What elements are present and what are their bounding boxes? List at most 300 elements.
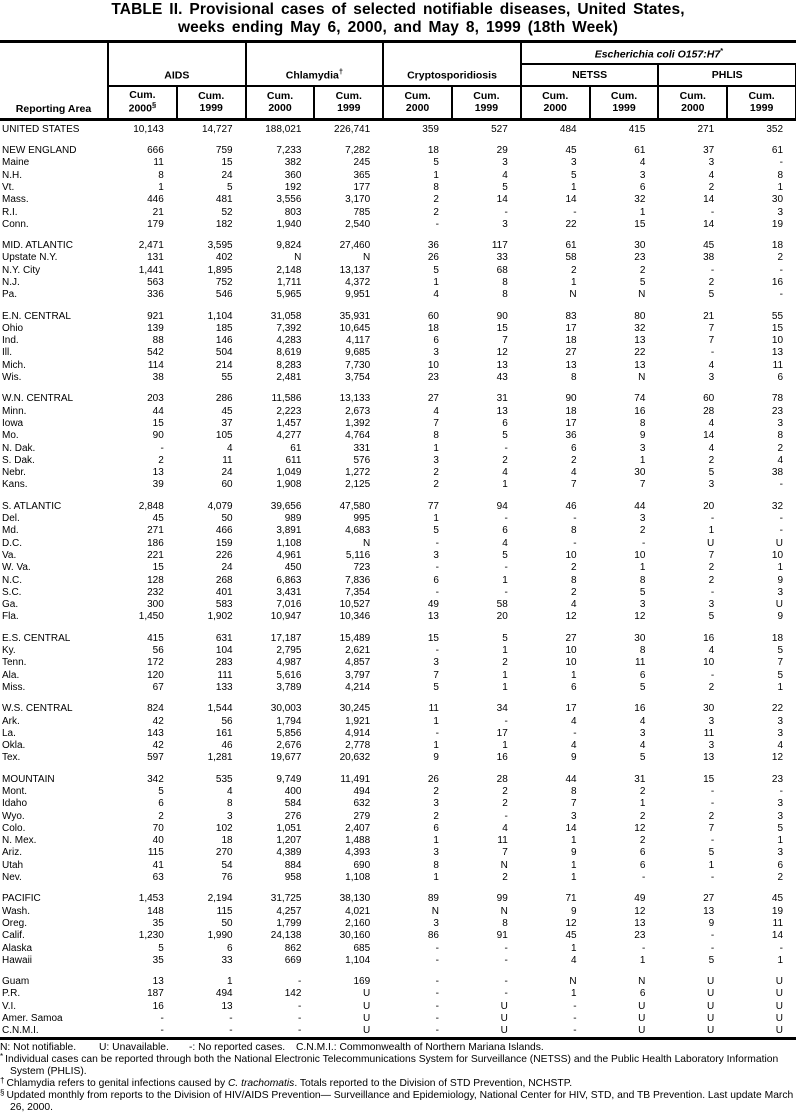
cell-value: - [435,645,439,657]
cell-value: 15 [634,218,646,230]
cell-value: 4,683 [345,525,371,537]
cell-value: 2,125 [345,479,371,491]
cell-value: 27 [565,347,577,359]
cell-value: U [775,1000,784,1012]
footnote-marker: * [720,45,724,55]
row-gap [0,135,796,144]
cell-value: 32 [634,322,646,334]
footnote [0,1090,796,1113]
cell-value: 2,778 [345,740,371,752]
cell-value: 1,104 [207,310,233,322]
cell-value: 12 [565,917,577,929]
table-row [0,430,796,442]
cell-value: 4 [639,715,646,727]
cell-value: 4,389 [276,847,302,859]
cell-value: 6 [433,822,439,834]
cell-value: 7 [433,669,439,681]
cell-value: 5 [502,430,508,442]
table-row [0,752,796,764]
table-row [0,954,796,966]
cell-value: 114 [147,359,164,371]
cell-value: 61 [634,145,646,157]
cell-value: 46 [221,740,233,752]
row-area-label: Wyo. [2,810,25,822]
row-area-label: Va. [2,549,17,561]
row-area-label: E.N. CENTRAL [2,310,71,322]
cell-value: 5,116 [345,549,371,561]
cell-value: 271 [147,525,164,537]
cell-value: - [229,1025,233,1037]
cell-value: 161 [215,727,233,739]
cell-value: 7,282 [345,145,371,157]
cell-value: 13,137 [339,264,371,276]
cell-value: - [710,930,715,942]
cell-value: 8 [502,277,508,288]
cell-value: 450 [284,562,302,574]
cell-value: 7,354 [345,586,371,598]
table-row [0,512,796,524]
cell-value: 1 [639,798,646,810]
cell-value: 5 [502,632,508,644]
table-row [0,703,796,715]
cell-value: 9,951 [345,289,371,301]
cell-value: 2,848 [138,500,164,512]
cell-value: 669 [284,954,302,966]
cell-value: 18 [427,322,439,334]
table-row [0,1012,796,1024]
cell-value: 42 [152,740,164,752]
cell-value: 27 [703,893,715,905]
cell-value: 8 [227,798,233,810]
cell-value: 401 [215,586,233,598]
cell-value: - [710,264,715,276]
row-area-label: Ky. [2,645,16,657]
cell-value: 9 [571,847,577,859]
row-area-label: UNITED STATES [2,123,80,135]
cell-value: 1 [571,942,577,954]
cell-value: 2,471 [138,240,164,252]
cell-value: 2,676 [276,740,302,752]
cell-value: 142 [284,988,302,1000]
cell-value: 15 [152,562,164,574]
cell-value: 2 [777,442,784,454]
cell-value: 16 [634,405,646,417]
row-area-label: Wash. [2,905,30,917]
cell-value: - [642,537,646,549]
cell-value: 300 [147,599,164,611]
cell-value: 11 [428,703,439,715]
cell-value: 3 [777,417,784,429]
cell-value: 11,491 [340,773,371,785]
cell-value: 16 [634,703,646,715]
cell-value: 22 [634,347,646,359]
cell-value: N [500,859,508,871]
row-area-label: Maine [2,157,30,169]
col-group-label: Cryptosporidiosis [407,69,497,82]
cell-value: 13 [703,905,715,917]
cell-value: 13 [634,359,646,371]
notifiable-diseases-table [0,40,796,1040]
table-row [0,847,796,859]
cell-value: 14 [703,218,715,230]
row-gap [0,967,796,976]
cell-value: - [710,835,715,847]
cell-value: 1 [433,169,439,181]
cell-value: 30 [634,240,646,252]
cell-value: 10 [427,359,439,371]
cell-value: 10 [565,645,577,657]
cell-value: 71 [565,893,577,905]
cell-value: 18 [221,835,233,847]
cell-value: - [435,954,439,966]
cell-value: - [504,954,508,966]
cell-value: 14 [703,430,715,442]
footnote-text: Chlamydia refers to genital infections caused by [6,1078,228,1090]
table-row [0,681,796,693]
cell-value: - [504,988,508,1000]
cell-value: 37 [703,145,715,157]
cell-value: 5 [777,669,784,681]
cell-value: 41 [152,859,164,871]
cell-value: N [431,905,439,917]
cell-value: 2 [708,181,715,193]
cell-value: - [573,1013,577,1025]
col-header-cum: Cum. 1999 [314,86,383,120]
cell-value: N [638,372,646,384]
cell-value: 16 [771,277,784,288]
cell-value: 31,725 [270,893,302,905]
cell-value: 232 [147,586,164,598]
cell-value: 221 [147,549,164,561]
cell-value: 1,895 [207,264,233,276]
cell-value: 1 [158,181,164,193]
cell-value: 30 [771,194,784,206]
cell-value: 723 [353,562,371,574]
cell-value: 4,079 [207,500,233,512]
cell-value: 283 [215,657,233,669]
cell-value: 7,392 [276,322,302,334]
table-row [0,798,796,810]
cell-value: N [362,252,371,264]
row-area-label: R.I. [2,206,18,218]
cell-value: 597 [147,752,164,764]
cell-value: 12 [771,752,784,764]
row-area-label: NEW ENGLAND [2,145,77,157]
row-area-label: Oreg. [2,917,28,929]
cell-value: 1 [639,954,646,966]
cell-value: 3 [777,586,784,598]
cell-value: 4 [708,645,715,657]
cell-value: 1 [502,574,508,586]
row-area-label: W.N. CENTRAL [2,393,74,405]
cell-value: 17,187 [270,632,302,644]
cell-value: 3,595 [207,240,233,252]
col-header-cum: Cum. 1999 [177,86,246,120]
cell-value: 11 [703,727,715,739]
cell-value: 4 [227,785,233,797]
cell-value: 1 [571,669,577,681]
table-row [0,739,796,751]
cell-value: 3 [777,715,784,727]
cell-value: - [435,1000,439,1012]
table-row [0,454,796,466]
cell-value: 17 [565,417,577,429]
cell-value: 58 [565,252,577,264]
cell-value: 10,527 [339,599,371,611]
cell-value: 214 [215,359,233,371]
cell-value: 1,104 [345,954,371,966]
cell-value: U [706,1013,715,1025]
cell-value: 8,283 [276,359,302,371]
cell-value: 63 [152,872,164,884]
cell-value: - [710,347,715,359]
cell-value: 1 [571,835,577,847]
table-row [0,322,796,334]
cell-value: 2 [708,277,715,288]
cell-value: 611 [285,454,302,466]
row-area-label: PACIFIC [2,893,41,905]
cell-value: 4 [708,359,715,371]
cell-value: 360 [284,169,302,181]
cell-value: 45 [703,240,715,252]
cell-value: 1,990 [207,930,233,942]
cell-value: 19 [771,905,784,917]
cell-value: 9 [639,430,646,442]
cell-value: 15 [496,322,508,334]
cell-value: 24,138 [270,930,302,942]
table-row [0,194,796,206]
cell-value: 494 [215,988,233,1000]
cell-value: U [706,537,715,549]
cell-value: 331 [353,442,371,454]
cell-value: 3 [708,157,715,169]
cell-value: 182 [215,218,233,230]
row-area-label: S. Dak. [2,454,35,466]
col-header-cum: Cum. 2000 [383,86,452,120]
cell-value: 203 [147,393,164,405]
cell-value: 143 [147,727,164,739]
row-area-label: N. Mex. [2,835,37,847]
cell-value: 10,947 [270,611,302,623]
table-row [0,632,796,644]
cell-value: 34 [496,703,508,715]
cell-value: 3 [777,798,784,810]
cell-value: 104 [215,645,233,657]
cell-value: U [775,988,784,1000]
cell-value: - [779,525,784,537]
cell-value: 45 [565,145,577,157]
cell-value: U [706,1025,715,1037]
row-area-label: Wis. [2,372,22,384]
cell-value: 1 [433,872,439,884]
cell-value: 13 [634,335,646,347]
cell-value: 3 [571,157,577,169]
row-area-label: N.J. [2,277,20,288]
cell-value: 1 [433,442,439,454]
table-row [0,871,796,883]
cell-value: 268 [215,574,233,586]
table-row [0,120,796,136]
cell-value: 6 [158,798,164,810]
cell-value: 26 [427,773,439,785]
cell-value: 6 [639,859,646,871]
table-row [0,822,796,834]
cell-value: 23 [427,372,439,384]
cell-value: 7 [708,822,715,834]
cell-value: 5 [708,611,715,623]
cell-value: - [298,976,302,988]
cell-value: 3 [433,798,439,810]
cell-value: 8 [571,785,577,797]
cell-value: 16 [152,1000,164,1012]
cell-value: 9 [571,905,577,917]
table-row [0,905,796,917]
table-row [0,727,796,739]
col-header-cum: Cum. 2000 [658,86,727,120]
cell-value: 30 [634,632,646,644]
cell-value: - [160,442,164,454]
cell-value: 1,450 [138,611,164,623]
cell-value: 1 [571,859,577,871]
cell-value: 3 [433,347,439,359]
row-area-label: Nebr. [2,467,26,479]
cell-value: 23 [771,773,784,785]
row-area-label: D.C. [2,537,22,549]
cell-value: 187 [147,988,164,1000]
cell-value: 4 [708,169,715,181]
cell-value: 4 [571,715,577,727]
cell-value: 36 [565,430,577,442]
cell-value: 4,372 [345,277,371,288]
table-row [0,917,796,929]
cell-value: 45 [152,513,164,525]
cell-value: 5,856 [276,727,302,739]
cell-value: U [500,1025,508,1037]
cell-value: 2 [708,574,715,586]
cell-value: 7,730 [345,359,371,371]
cell-value: 2,223 [276,405,302,417]
cell-value: 2 [777,872,784,884]
cell-value: 17 [565,703,577,715]
cell-value: 7 [433,417,439,429]
table-row [0,930,796,942]
cell-value: 94 [496,500,508,512]
row-area-label: Vt. [2,181,15,193]
cell-value: 3 [433,454,439,466]
row-area-label: Miss. [2,681,26,693]
cell-value: 60 [427,310,439,322]
col-group-phlis [658,64,796,86]
col-header-cum: Cum. 1999 [590,86,659,120]
cell-value: 16 [703,632,715,644]
cell-value: - [435,1013,439,1025]
cell-value: U [775,976,784,988]
row-area-label: Conn. [2,218,29,230]
cell-value: 1 [777,181,784,193]
cell-value: 7 [708,549,715,561]
row-area-label: P.R. [2,988,21,1000]
cell-value: N [638,976,646,988]
cell-value: - [160,1025,164,1037]
cell-value: 1 [433,835,439,847]
cell-value: 2 [502,657,508,669]
table-row [0,976,796,988]
cell-value: 1,908 [276,479,302,491]
cell-value: 276 [284,810,302,822]
cell-value: 484 [559,123,577,135]
cell-value: 30 [703,703,715,715]
cell-value: 5 [639,681,646,693]
header-row-top [0,41,796,64]
cell-value: U [775,537,784,549]
row-area-label: Nev. [2,872,22,884]
cell-value: 8 [433,430,439,442]
cell-value: 2 [777,252,784,264]
table-row [0,157,796,169]
cell-value: 24 [221,467,233,479]
cell-value: 13 [152,976,164,988]
cell-value: 2 [708,454,715,466]
cell-value: 117 [491,240,508,252]
cell-value: 56 [152,645,164,657]
table-row [0,574,796,586]
cell-value: 5,965 [276,289,302,301]
cell-value: 37 [221,417,233,429]
cell-value: 862 [284,942,302,954]
cell-value: 3 [639,169,646,181]
cell-value: 8,619 [276,347,302,359]
table-row [0,598,796,610]
footnote-marker: † [338,67,344,77]
row-area-label: Minn. [2,405,27,417]
cell-value: 15,489 [339,632,371,644]
cell-value: 44 [152,405,164,417]
cell-value: 4,283 [276,335,302,347]
cell-value: 884 [284,859,302,871]
cell-value: 2 [502,798,508,810]
cell-value: 2,795 [276,645,302,657]
cell-value: 5 [502,181,508,193]
cell-value: 9 [433,752,439,764]
row-area-label: N.H. [2,169,22,181]
cell-value: 1 [433,277,439,288]
cell-value: 1,281 [207,752,233,764]
cell-value: 13 [703,752,715,764]
cell-value: 9 [708,917,715,929]
row-area-label: N.C. [2,574,22,586]
cell-value: 54 [221,859,233,871]
cell-value: 18 [427,145,439,157]
cell-value: 61 [771,145,784,157]
cell-value: 8 [502,917,508,929]
cell-value: 5 [158,785,164,797]
col-group-label: AIDS [164,69,190,82]
cell-value: 31 [496,393,508,405]
table-row [0,785,796,797]
cell-value: 245 [353,157,371,169]
cell-value: 9,749 [276,773,302,785]
cell-value: 58 [496,599,508,611]
cell-value: 563 [147,277,164,288]
cell-value: U [775,1025,784,1037]
cell-value: 13 [221,1000,233,1012]
cell-value: 2,540 [345,218,371,230]
cell-value: 4,021 [345,905,371,917]
cell-value: 4 [502,822,508,834]
cell-value: 2 [433,785,439,797]
cell-value: 2 [158,810,164,822]
cell-value: - [573,727,577,739]
